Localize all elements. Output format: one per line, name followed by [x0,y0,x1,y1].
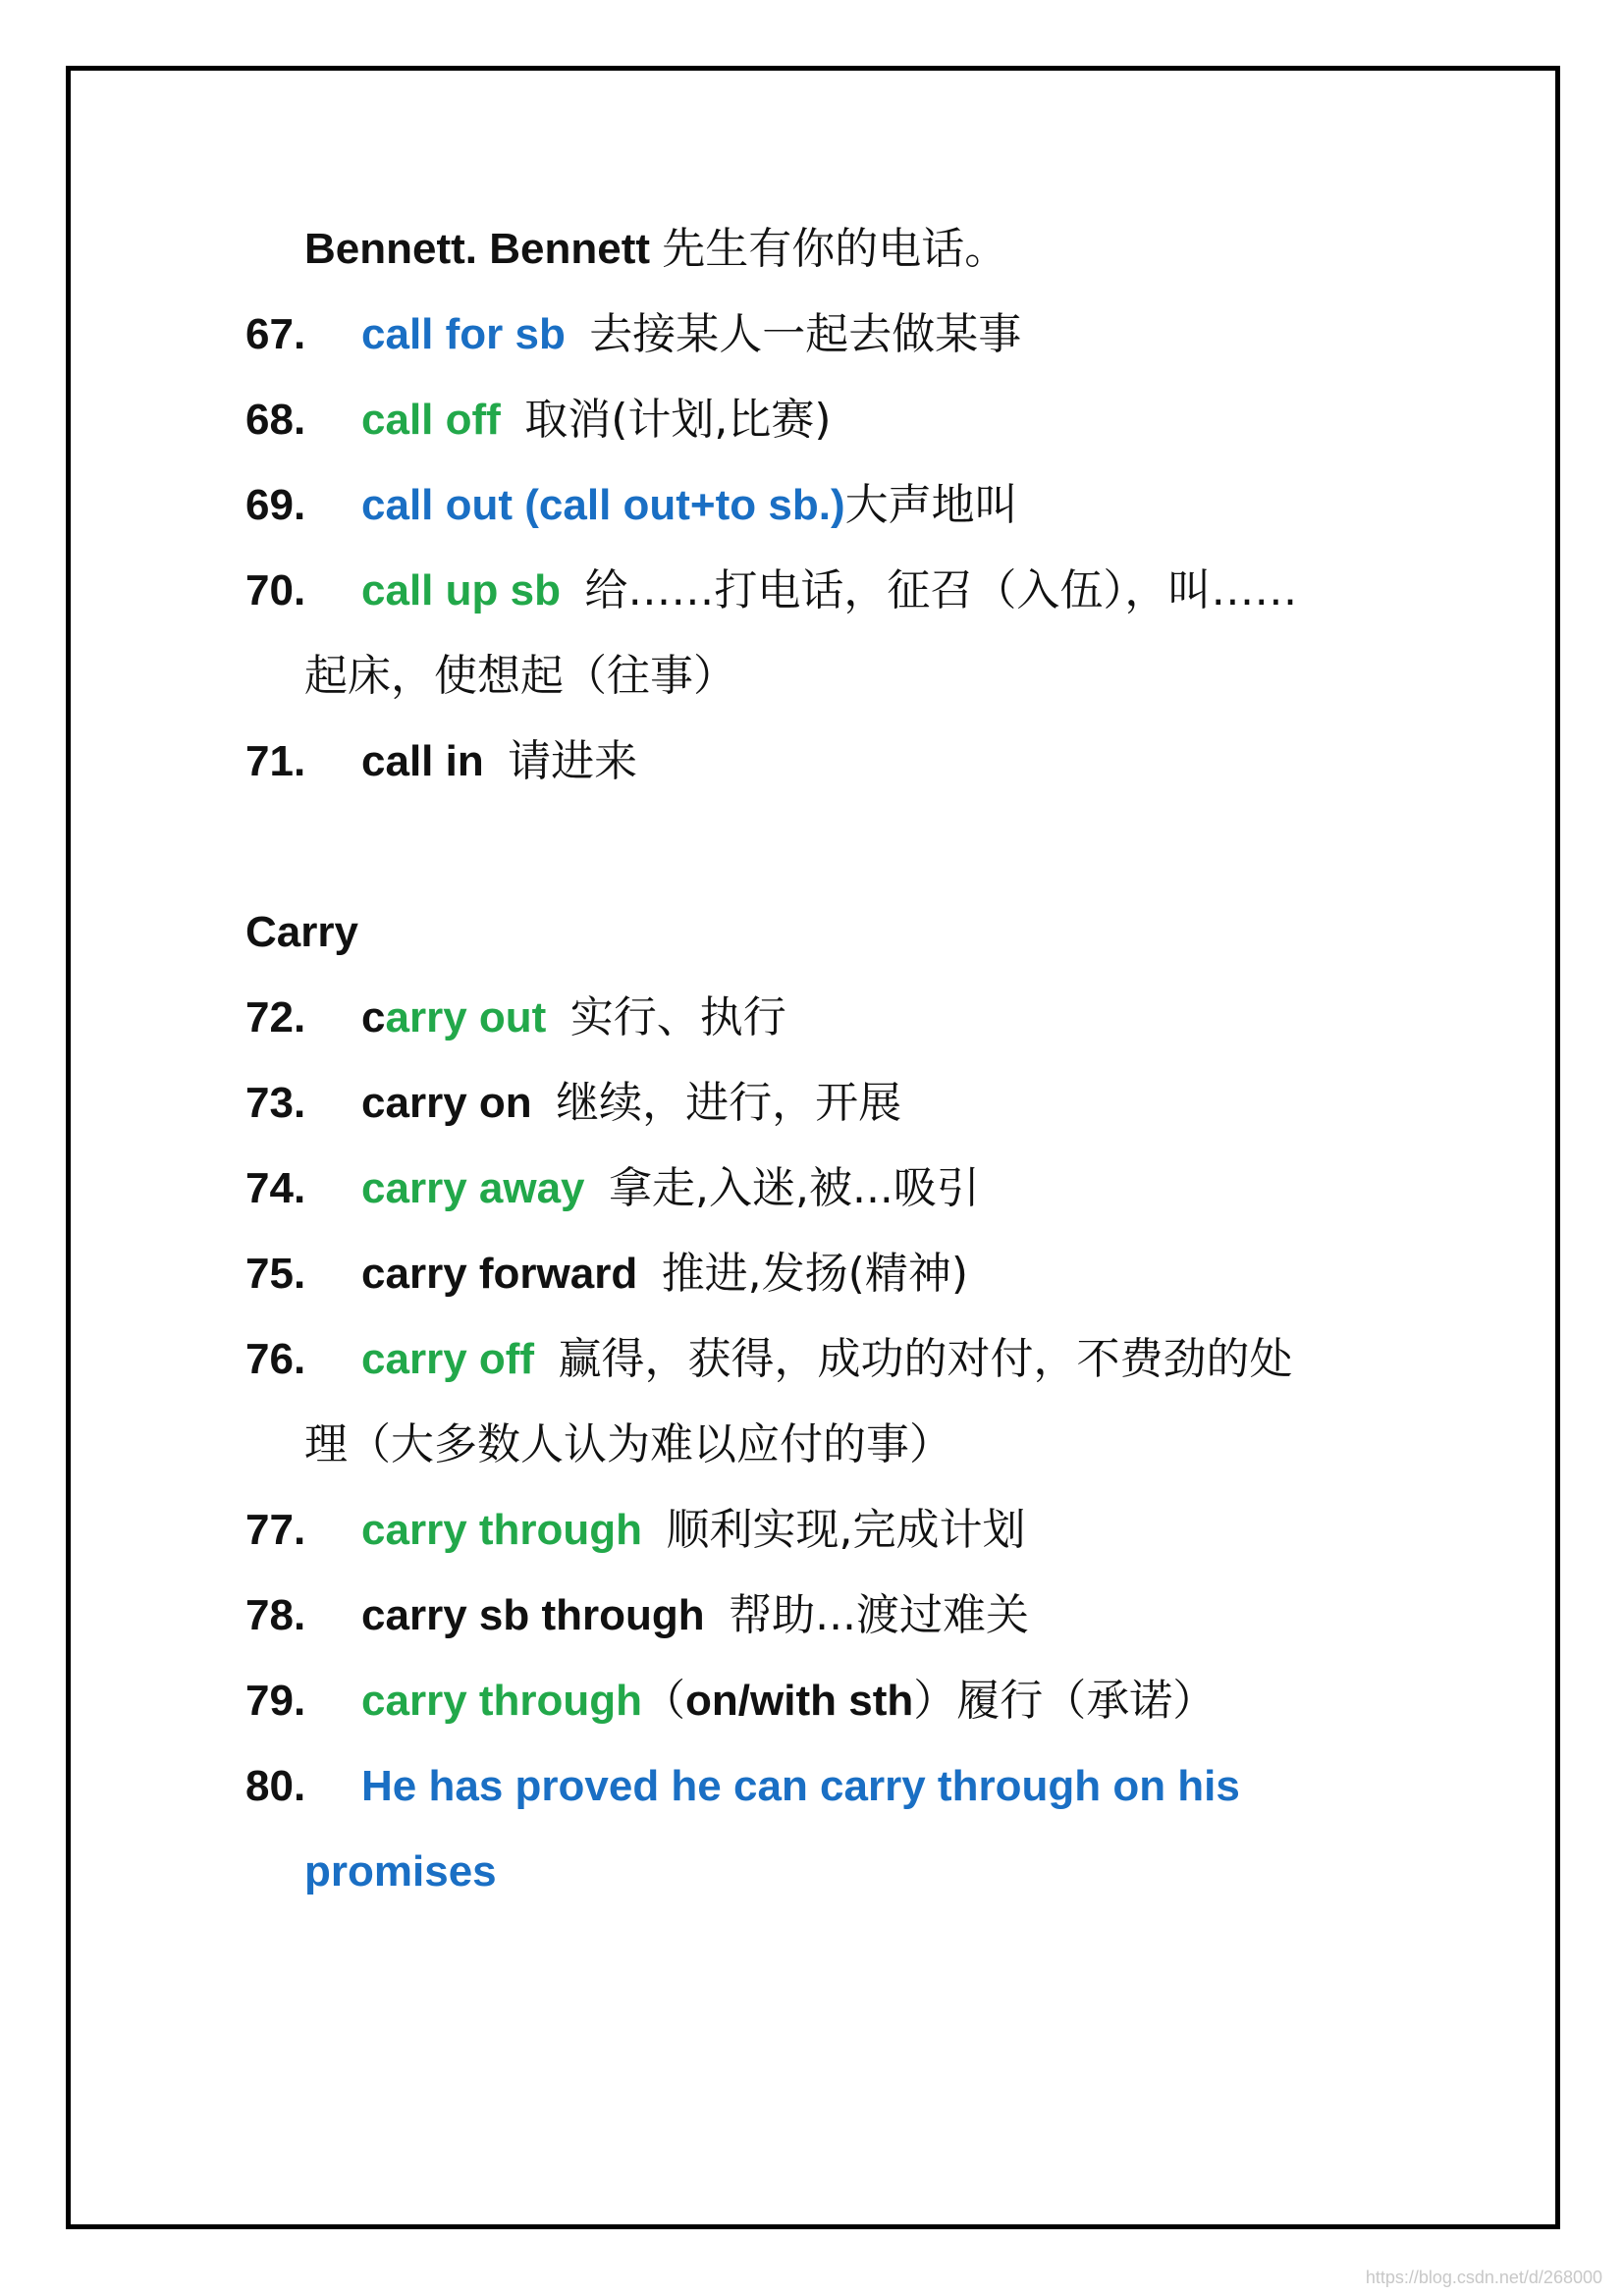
phrase-object: on/with sth [685,1677,914,1725]
entry-67 [245,292,1473,377]
entry-number: 73. [245,1079,306,1127]
definition: 实行、执行 [569,992,786,1042]
phrase: carry forward [361,1250,638,1298]
entry-number: 70. [245,566,306,614]
definition: 继续，进行，开展 [556,1078,902,1128]
entry-number: 68. [245,396,306,444]
entry-number: 77. [245,1506,306,1554]
entry-number: 75. [245,1250,306,1298]
phrase: carry on [361,1079,532,1127]
entry-68 [245,377,1473,462]
watermark: https://blog.csdn.net/d/268000 [1365,2268,1602,2287]
phrase: call out (call out+to sb.) [361,481,845,529]
entry-number: 74. [245,1164,306,1212]
definition: 推进,发扬(精神) [661,1249,969,1299]
section-heading-carry: Carry [245,908,358,956]
open-paren: （ [642,1676,686,1726]
phrase: call in [361,737,484,785]
entry-75 [245,1231,1473,1316]
entry-78 [245,1573,1473,1658]
definition: 赢得，获得，成功的对付，不费劲的处 [558,1334,1293,1384]
entry-80-continued [245,1829,1473,1914]
definition: 顺利实现,完成计划 [666,1505,1026,1555]
entry-73 [245,1060,1473,1146]
phrase: call up sb [361,566,561,614]
definition-continued: 理（大多数人认为难以应付的事） [304,1419,952,1469]
definition: 去接某人一起去做某事 [589,309,1022,359]
spacer [705,1591,729,1639]
entry-76 [245,1316,1473,1402]
definition-continued: 起床，使想起（往事） [304,651,736,701]
phrase: call off [361,396,501,444]
phrase: carry away [361,1164,585,1212]
entry-74 [245,1146,1473,1231]
definition: 大声地叫 [844,480,1018,530]
phrase: carry through [361,1677,643,1725]
spacer [501,396,524,444]
entry-number: 67. [245,310,306,358]
continued-line [245,206,1473,292]
phrase: call for sb [361,310,566,358]
entry-number: 69. [245,481,306,529]
entry-number: 79. [245,1677,306,1725]
phrase-rest: arry out [385,993,547,1041]
entry-number: 72. [245,993,306,1041]
definition: 取消(计划,比赛) [524,395,832,445]
entry-number: 80. [245,1762,306,1810]
entry-76-continued [245,1402,1473,1487]
first-line-chinese: 先生有你的电话。 [662,224,1008,274]
definition: 拿走,入迷,被...吸引 [608,1163,980,1213]
entry-70 [245,548,1473,633]
entry-69 [245,462,1473,548]
example-sentence-continued: promises [304,1847,497,1896]
spacer [546,993,569,1041]
definition: 帮助...渡过难关 [729,1590,1030,1640]
spacer [585,1164,609,1212]
spacer [566,310,589,358]
phrase: carry through [361,1506,643,1554]
entry-70-continued [245,633,1473,719]
entry-79 [245,1658,1473,1743]
definition: ）履行（承诺） [913,1676,1217,1726]
phrase: carry sb through [361,1591,705,1639]
phrase: carry off [361,1335,535,1383]
entry-80 [245,1743,1473,1829]
spacer [561,566,584,614]
example-sentence: He has proved he can carry through on his [361,1762,1240,1810]
definition: 给……打电话，征召（入伍），叫…… [584,565,1298,615]
spacer [642,1506,666,1554]
entry-number: 76. [245,1335,306,1383]
entry-71 [245,719,1473,804]
spacer [637,1250,661,1298]
first-line-english: Bennett. Bennett [304,225,663,273]
spacer [484,737,508,785]
phrase-first-letter: c [361,993,386,1041]
entry-77 [245,1487,1473,1573]
entry-72 [245,975,1473,1060]
spacer [534,1335,558,1383]
spacer [532,1079,556,1127]
definition: 请进来 [508,736,638,786]
entry-number: 78. [245,1591,306,1639]
vocabulary-list [245,206,1473,1914]
entry-number: 71. [245,737,306,785]
